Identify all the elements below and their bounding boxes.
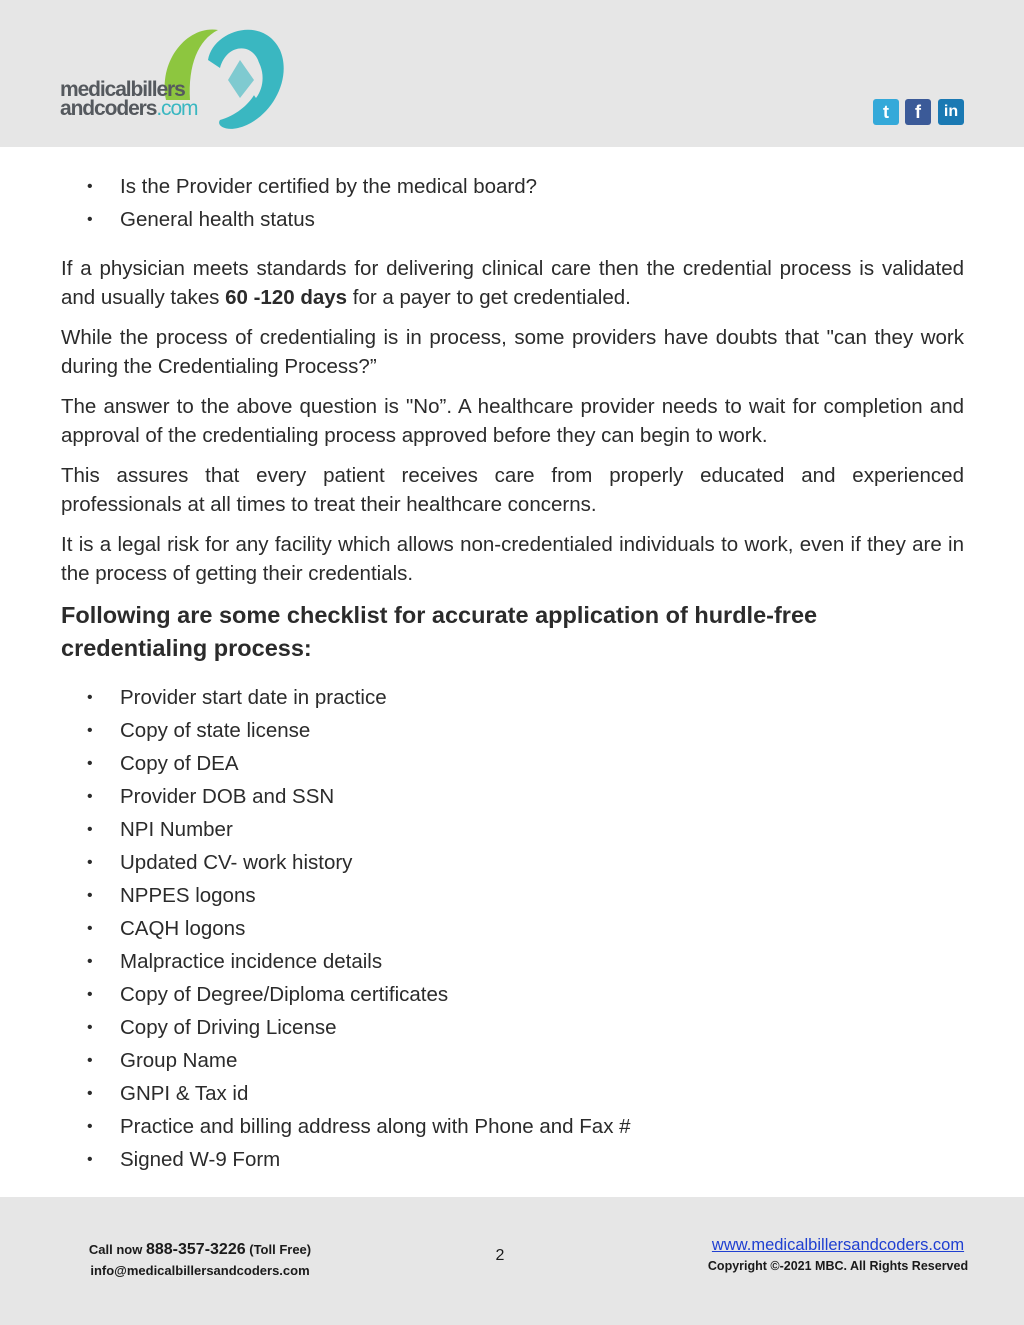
page-header: [0, 0, 1024, 147]
list-item: • NPI Number: [61, 813, 964, 846]
list-item: • Group Name: [61, 1044, 964, 1077]
logo-line-2-com: .com: [156, 97, 198, 120]
page-body: [61, 170, 964, 1176]
list-item: • NPPES logons: [61, 879, 964, 912]
list-item: • GNPI & Tax id: [61, 1077, 964, 1110]
company-logo[interactable]: [58, 20, 298, 132]
website-link[interactable]: www.medicalbillersandcoders.com: [711, 1236, 965, 1254]
list-item: • CAQH logons: [61, 912, 964, 945]
toll-free-label: (Toll Free): [249, 1242, 312, 1257]
page-footer: [0, 1197, 1024, 1325]
list-item: • Signed W-9 Form: [61, 1143, 964, 1176]
duration-highlight: 60 -120 days: [225, 286, 348, 309]
list-item: • Copy of state license: [61, 714, 964, 747]
copyright-text: Copyright ©-2021 MBC. All Rights Reserved: [707, 1259, 969, 1273]
list-item: • General health status: [61, 203, 964, 236]
paragraph-text: If a physician meets standards for delivering clinical care then the credential process is validated and usually takes: [61, 257, 964, 309]
site-block: [690, 1235, 986, 1277]
phone-number[interactable]: 888-357-3226: [145, 1241, 246, 1258]
paragraph-legal-risk: It is a legal risk for any facility which allows non-credentialed individuals to work, even if they are in the process of getting their credentials.: [61, 533, 964, 585]
paragraph-answer: The answer to the above question is "No”. A healthcare provider needs to wait for completion and approval of the credentialing process approved before they can begin to work.: [61, 395, 964, 447]
criteria-list: [61, 170, 964, 236]
section-heading: Following are some checklist for accurate application of hurdle-free credentialing process:: [61, 602, 818, 661]
phone-line: [80, 1239, 320, 1260]
paragraph-assurance: This assures that every patient receives care from properly educated and experienced professionals at all times to treat their healthcare concerns.: [61, 464, 964, 516]
call-label: Call now: [88, 1242, 143, 1257]
list-item: • Copy of DEA: [61, 747, 964, 780]
list-item: • Provider DOB and SSN: [61, 780, 964, 813]
contact-block: [80, 1239, 320, 1281]
email-address[interactable]: info@medicalbillersandcoders.com: [90, 1263, 310, 1278]
list-item: • Provider start date in practice: [61, 681, 964, 714]
logo-line-1: medicalbillers: [60, 78, 185, 101]
list-item: • Practice and billing address along with Phone and Fax #: [61, 1110, 964, 1143]
linkedin-icon[interactable]: in: [938, 99, 964, 125]
paragraph-question: While the process of credentialing is in process, some providers have doubts that "can they work during the Credentialing Process?”: [61, 326, 964, 378]
list-item: • Is the Provider certified by the medical board?: [61, 170, 964, 203]
logo-line-2-main: andcoders: [60, 97, 157, 120]
page-number: 2: [495, 1247, 505, 1264]
list-item: • Malpractice incidence details: [61, 945, 964, 978]
logo-line-2: [60, 99, 197, 118]
facebook-icon[interactable]: f: [905, 99, 931, 125]
checklist: [61, 681, 964, 1176]
list-item: • Updated CV- work history: [61, 846, 964, 879]
paragraph-timeline: [61, 254, 964, 312]
paragraph-text: for a payer to get credentialed.: [347, 286, 631, 309]
logo-wordmark: [60, 80, 197, 118]
list-item: • Copy of Driving License: [61, 1011, 964, 1044]
list-item: • Copy of Degree/Diploma certificates: [61, 978, 964, 1011]
twitter-icon[interactable]: t: [873, 99, 899, 125]
